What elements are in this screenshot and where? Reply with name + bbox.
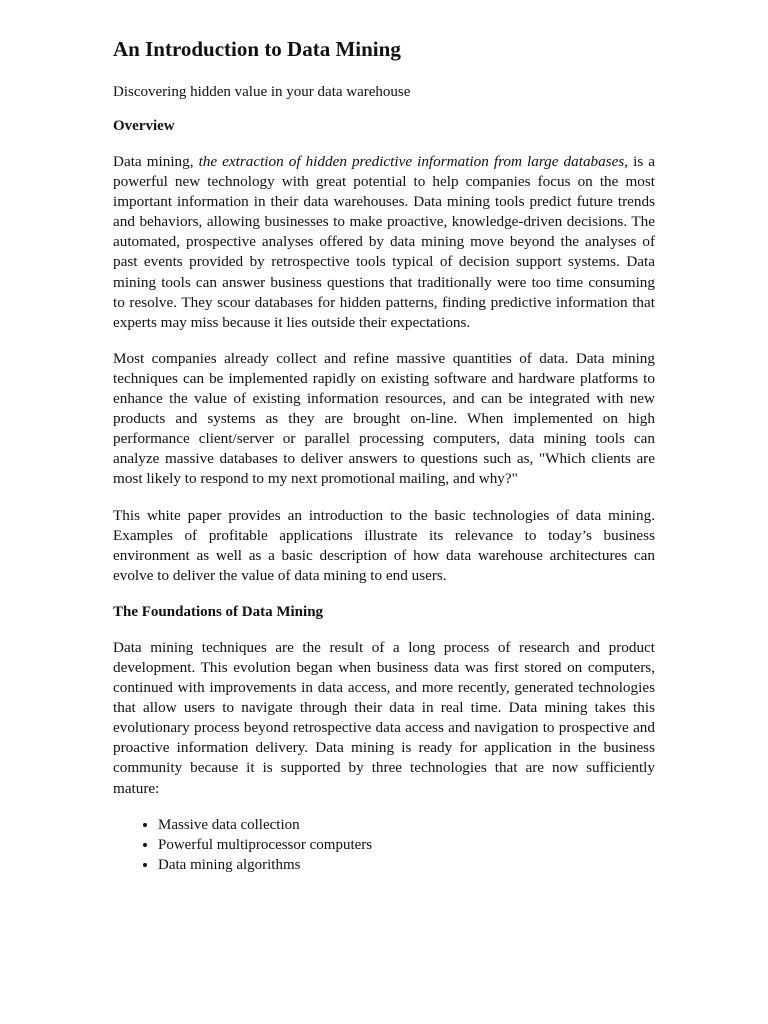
overview-paragraph-1-lead: Data mining, — [113, 153, 199, 170]
foundations-paragraph-1: Data mining techniques are the result of a long process of research and product development. This evolution began when business data was first stored on computers, continued with improvements in data access, and more recently, generated technologies that allow users to navigate through their data in real time. Data mining takes this evolutionary process beyond retrospective data access and navigation to prospective and proactive information delivery. Data mining is ready for application in the business community because it is supported by three technologies that are now sufficiently mature: — [113, 638, 655, 797]
list-item: • Massive data collection — [158, 815, 655, 835]
overview-heading: Overview — [113, 118, 175, 134]
overview-paragraph-1 — [113, 152, 655, 333]
overview-paragraph-1-rest: , is a powerful new technology with great potential to help companies focus on the most important information in their data warehouses. Data mining tools predict future trends and behaviors, allowing businesses to make proactive, knowledge-driven decisions. The automated, prospective analyses offered by data mining move beyond the analyses of past events provided by retrospective tools typical of decision support systems. Data mining tools can answer business questions that traditionally were too time consuming to resolve. They scour databases for hidden patterns, finding predictive information that experts may miss because it lies outside their expectations. — [113, 153, 656, 331]
document-title: An Introduction to Data Mining — [113, 37, 401, 61]
list-item: • Data mining algorithms — [158, 855, 655, 875]
list-item: • Powerful multiprocessor computers — [158, 835, 655, 855]
overview-paragraph-3: This white paper provides an introduction to the basic technologies of data mining. Examples of profitable applications illustrate its relevance to today’s business environment as well as a basic description of how data warehouse architectures can evolve to deliver the value of data mining to end users. — [113, 506, 655, 584]
technologies-list — [113, 815, 655, 876]
document-subtitle: Discovering hidden value in your data warehouse — [113, 84, 411, 100]
foundations-heading: The Foundations of Data Mining — [113, 603, 324, 620]
document-page — [113, 36, 655, 876]
overview-paragraph-2: Most companies already collect and refine massive quantities of data. Data mining techniques can be implemented rapidly on existing software and hardware platforms to enhance the value of existing information resources, and can be integrated with new products and systems as they are brought on-line. When implemented on high performance client/server or parallel processing computers, data mining tools can analyze massive databases to deliver answers to questions such as, "Which clients are most likely to respond to my next promotional mailing, and why?" — [113, 349, 655, 488]
overview-paragraph-1-italic: the extraction of hidden predictive information from large databases — [198, 153, 625, 170]
